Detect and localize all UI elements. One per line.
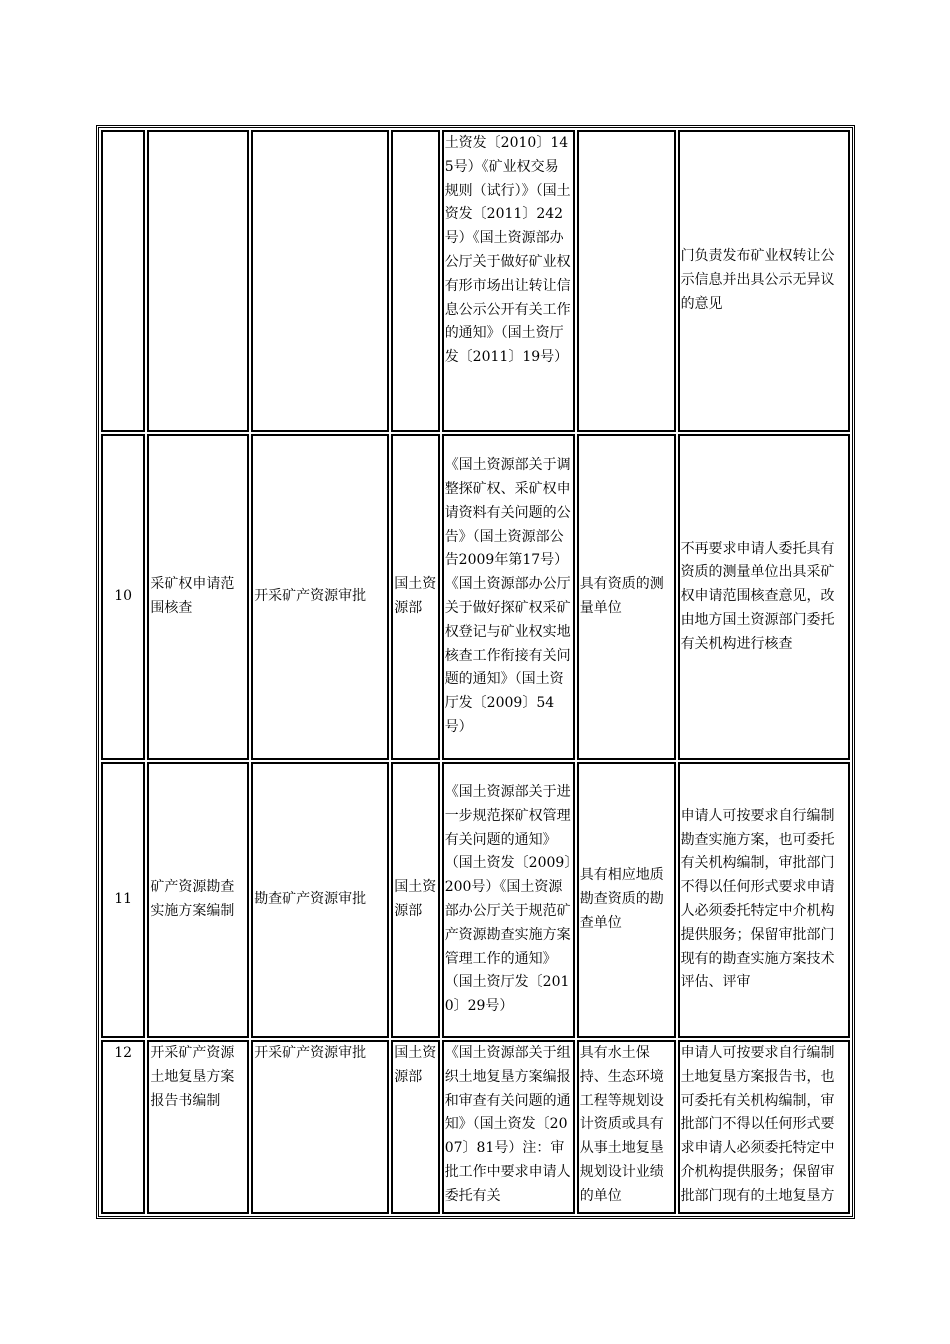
remark-cell: 门负责发布矿业权转让公示信息并出具公示无异议的意见 xyxy=(678,130,850,432)
row-number-cell xyxy=(101,130,145,432)
legal-basis-cell: 《国土资源部关于进一步规范探矿权管理有关问题的通知》（国土资发〔2009〕200号）《国土资源部办公厅关于规范矿产资源勘查实施方案管理工作的通知》（国土资厅发〔2010〕29号） xyxy=(442,762,575,1038)
table-row xyxy=(101,130,850,432)
legal-basis-cell: 《国土资源部关于组织土地复垦方案编报和审查有关问题的通知》（国土资发〔2007〕81号）注：审批工作中要求申请人委托有关 xyxy=(442,1040,575,1214)
table-row xyxy=(101,762,850,1038)
table-row xyxy=(101,434,850,760)
department-cell xyxy=(391,130,439,432)
intermediary-cell: 具有资质的测量单位 xyxy=(577,434,676,760)
item-name-cell: 开采矿产资源土地复垦方案报告书编制 xyxy=(147,1040,249,1214)
row-number-cell: 12 xyxy=(101,1040,145,1214)
row-number-cell: 10 xyxy=(101,434,145,760)
approval-category-cell xyxy=(251,130,389,432)
department-cell: 国土资源部 xyxy=(391,762,439,1038)
remark-cell: 申请人可按要求自行编制勘查实施方案，也可委托有关机构编制，审批部门不得以任何形式要求申请人必须委托特定中介机构提供服务；保留审批部门现有的勘查实施方案技术评估、评审 xyxy=(678,762,850,1038)
approval-category-cell: 开采矿产资源审批 xyxy=(251,434,389,760)
remark-cell: 不再要求申请人委托具有资质的测量单位出具采矿权申请范围核查意见，改由地方国土资源部门委托有关机构进行核查 xyxy=(678,434,850,760)
item-name-cell xyxy=(147,130,249,432)
intermediary-services-table xyxy=(96,125,855,1219)
remark-cell: 申请人可按要求自行编制土地复垦方案报告书，也可委托有关机构编制，审批部门不得以任何形式要求申请人必须委托特定中介机构提供服务；保留审批部门现有的土地复垦方 xyxy=(678,1040,850,1214)
document-page xyxy=(96,125,855,1219)
approval-category-cell: 勘查矿产资源审批 xyxy=(251,762,389,1038)
row-number-cell: 11 xyxy=(101,762,145,1038)
intermediary-cell xyxy=(577,130,676,432)
department-cell: 国土资源部 xyxy=(391,1040,439,1214)
approval-category-cell: 开采矿产资源审批 xyxy=(251,1040,389,1214)
intermediary-cell: 具有水土保持、生态环境工程等规划设计资质或具有从事土地复垦规划设计业绩的单位 xyxy=(577,1040,676,1214)
table-row xyxy=(101,1040,850,1214)
legal-basis-cell: 土资发〔2010〕145号）《矿业权交易规则（试行）》（国土资发〔2011〕242号）《国土资源部办公厅关于做好矿业权有形市场出让转让信息公示公开有关工作的通知》（国土资厅发〔2011〕19号） xyxy=(442,130,575,432)
legal-basis-cell: 《国土资源部关于调整探矿权、采矿权申请资料有关问题的公告》（国土资源部公告2009年第17号）《国土资源部办公厅关于做好探矿权采矿权登记与矿业权实地核查工作衔接有关问题的通知》（国土资厅发〔2009〕54号） xyxy=(442,434,575,760)
intermediary-cell: 具有相应地质勘查资质的勘查单位 xyxy=(577,762,676,1038)
item-name-cell: 矿产资源勘查实施方案编制 xyxy=(147,762,249,1038)
department-cell: 国土资源部 xyxy=(391,434,439,760)
item-name-cell: 采矿权申请范围核查 xyxy=(147,434,249,760)
